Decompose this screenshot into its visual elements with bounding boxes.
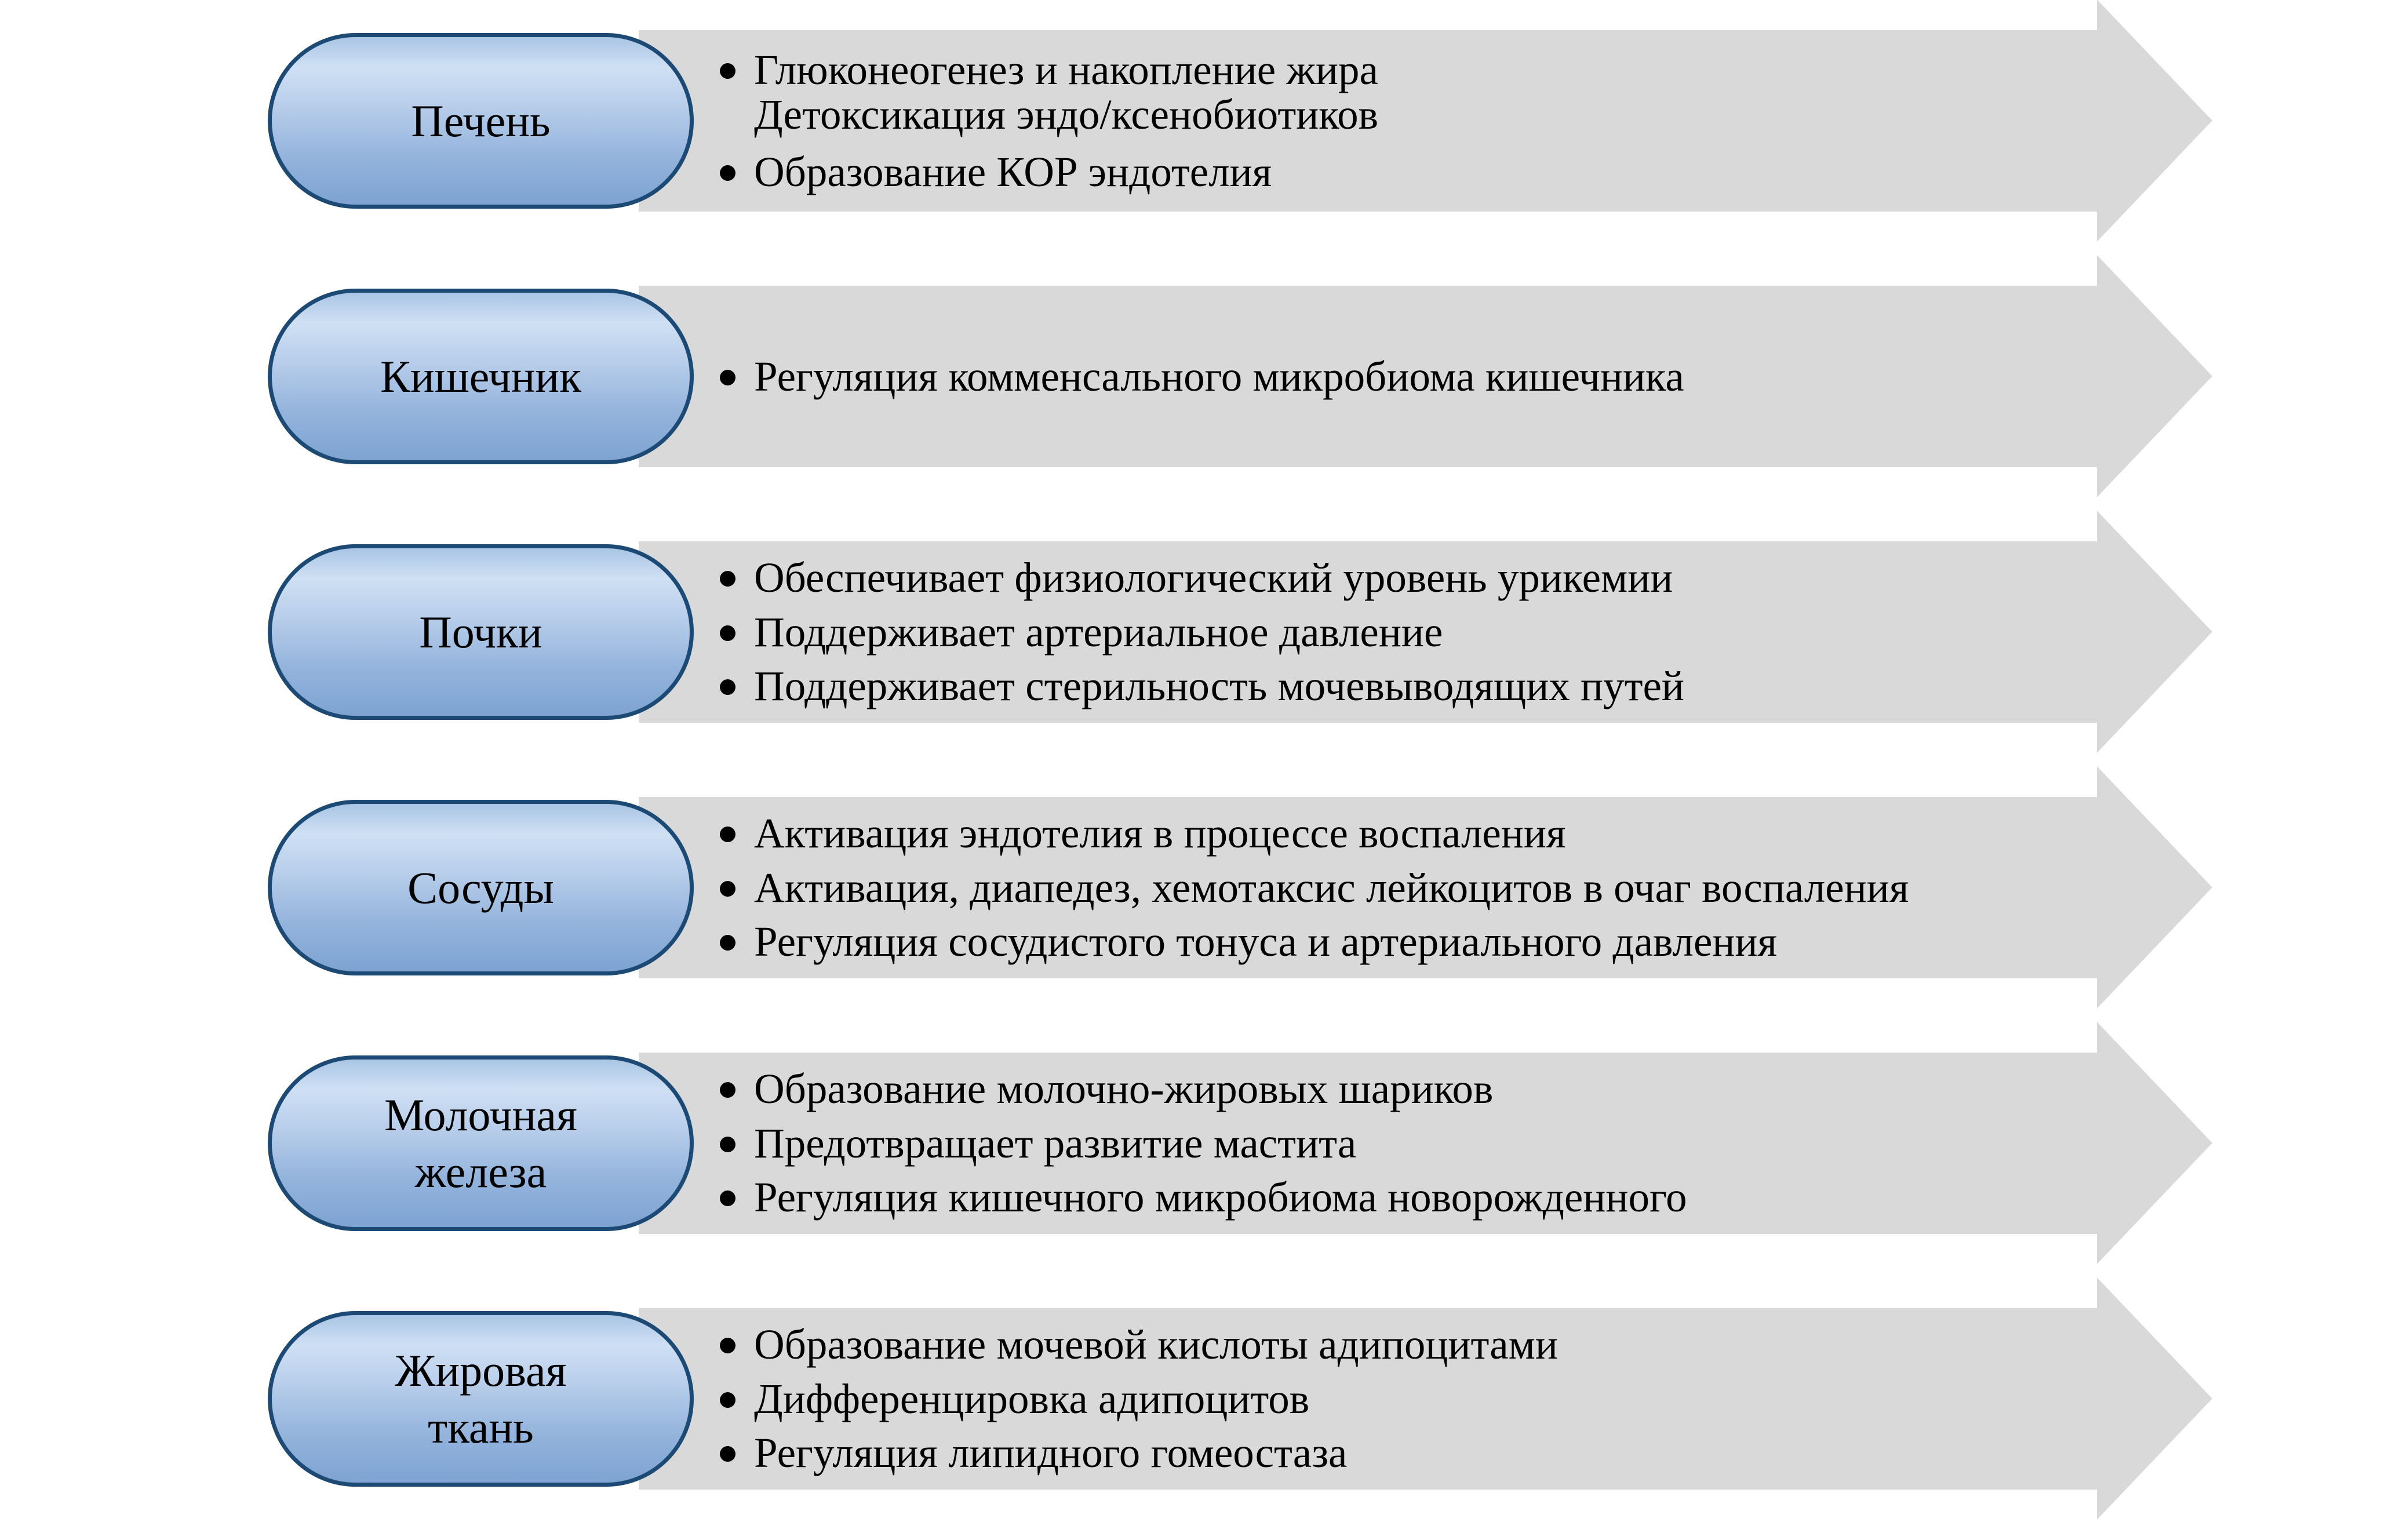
bullet-line: Регуляция кишечного микробиома новорожденного	[754, 1174, 1687, 1221]
pill-label-line: Почки	[419, 606, 542, 657]
bullet-icon	[720, 1338, 735, 1353]
bullet-icon	[720, 827, 735, 842]
bullet-icon	[720, 1191, 735, 1206]
bullet-icon	[720, 1446, 735, 1462]
bullet-line: Активация, диапедез, хемотаксис лейкоцитов в очаг воспаления	[754, 864, 1909, 911]
bullet-line: Дифференцировка адипоцитов	[754, 1375, 1310, 1422]
arrow-band	[639, 1308, 2097, 1490]
bullet-item	[720, 150, 2056, 194]
pill-label	[419, 604, 542, 661]
pill-label-line: Жировая	[395, 1345, 567, 1396]
bullet-line: Образование КОР эндотелия	[754, 148, 1272, 195]
arrow-head	[2097, 255, 2212, 497]
bullet-text	[754, 919, 1777, 964]
bullet-item	[720, 1377, 2056, 1421]
bullet-line: Активация эндотелия в процессе воспаления	[754, 810, 1566, 857]
bullet-list	[639, 286, 2097, 467]
bullet-text	[754, 1175, 1687, 1219]
bullet-icon	[720, 1137, 735, 1152]
bullet-line: Регуляция липидного гомеостаза	[754, 1429, 1348, 1477]
bullet-line: Предотвращает развитие мастита	[754, 1119, 1357, 1167]
pill-label-line: ткань	[428, 1401, 534, 1452]
bullet-text	[754, 865, 1909, 910]
bullet-item	[720, 555, 2056, 600]
bullet-text	[754, 1121, 1356, 1166]
bullet-text	[754, 354, 1684, 399]
bullet-icon	[720, 1392, 735, 1408]
pill-mammary-gland	[268, 1055, 694, 1231]
bullet-text	[754, 610, 1443, 654]
organ-row-kidneys	[0, 541, 2396, 723]
arrow-band	[639, 286, 2097, 467]
arrow-band	[639, 1053, 2097, 1234]
pill-label	[384, 1087, 577, 1200]
bullet-text	[754, 811, 1566, 855]
pill-vessels	[268, 800, 694, 975]
pill-label	[380, 348, 581, 405]
bullet-list	[639, 797, 2097, 978]
bullet-item	[720, 919, 2056, 964]
bullet-line: Поддерживает артериальное давление	[754, 608, 1443, 656]
bullet-item	[720, 354, 2056, 399]
bullet-icon	[720, 881, 735, 897]
bullet-text	[754, 664, 1684, 708]
bullet-item	[720, 610, 2056, 654]
bullet-text	[754, 150, 1272, 194]
bullet-item	[720, 811, 2056, 855]
bullet-line: Поддерживает стерильность мочевыводящих путей	[754, 662, 1684, 710]
organ-row-adipose-tissue	[0, 1308, 2396, 1490]
bullet-item	[720, 1066, 2056, 1111]
bullet-list	[639, 541, 2097, 723]
arrow-head	[2097, 766, 2212, 1009]
bullet-line: Регуляция сосудистого тонуса и артериального давления	[754, 918, 1778, 966]
arrow-head	[2097, 0, 2212, 242]
bullet-list	[639, 1308, 2097, 1490]
pill-label	[395, 1342, 567, 1455]
bullet-list	[639, 30, 2097, 212]
bullet-icon	[720, 370, 735, 385]
pill-label-line: Сосуды	[407, 862, 554, 913]
arrow-band	[639, 797, 2097, 978]
bullet-item	[720, 48, 2056, 137]
pill-intestine	[268, 289, 694, 464]
bullet-icon	[720, 679, 735, 695]
bullet-icon	[720, 63, 735, 79]
bullet-item	[720, 664, 2056, 708]
pill-label-line: железа	[414, 1146, 547, 1197]
organ-row-liver	[0, 30, 2396, 212]
bullet-icon	[720, 625, 735, 641]
bullet-text	[754, 48, 1378, 137]
pill-adipose-tissue	[268, 1311, 694, 1487]
bullet-item	[720, 1430, 2056, 1475]
bullet-item	[720, 1175, 2056, 1219]
pill-kidneys	[268, 544, 694, 720]
arrow-band	[639, 30, 2097, 212]
arrow-head	[2097, 1277, 2212, 1520]
bullet-line: Регуляция комменсального микробиома кишечника	[754, 352, 1684, 400]
bullet-item	[720, 1121, 2056, 1166]
pill-label-line: Молочная	[384, 1090, 577, 1140]
bullet-text	[754, 1322, 1558, 1367]
organ-row-mammary-gland	[0, 1053, 2396, 1234]
arrow-head	[2097, 511, 2212, 753]
bullet-text	[754, 1066, 1493, 1111]
pill-label-line: Кишечник	[380, 351, 582, 402]
bullet-line: Глюконеогенез и накопление жира	[754, 46, 1378, 93]
pill-liver	[268, 33, 694, 209]
organ-row-vessels	[0, 797, 2396, 978]
bullet-icon	[720, 165, 735, 181]
bullet-icon	[720, 1082, 735, 1098]
bullet-text	[754, 555, 1673, 600]
pill-label-line: Печень	[411, 95, 551, 146]
bullet-line: Образование мочевой кислоты адипоцитами	[754, 1321, 1558, 1368]
bullet-list	[639, 1053, 2097, 1234]
bullet-icon	[720, 571, 735, 587]
bullet-item	[720, 865, 2056, 910]
bullet-item	[720, 1322, 2056, 1367]
pill-label	[407, 860, 554, 916]
bullet-text	[754, 1377, 1309, 1421]
bullet-line: Детоксикация эндо/ксенобиотиков	[754, 91, 1379, 138]
organ-row-intestine	[0, 286, 2396, 467]
bullet-line: Обеспечивает физиологический уровень урикемии	[754, 554, 1673, 602]
bullet-text	[754, 1430, 1347, 1475]
bullet-icon	[720, 935, 735, 951]
bullet-line: Образование молочно-жировых шариков	[754, 1065, 1494, 1113]
pill-label	[411, 93, 550, 150]
arrow-band	[639, 541, 2097, 723]
arrow-head	[2097, 1022, 2212, 1264]
